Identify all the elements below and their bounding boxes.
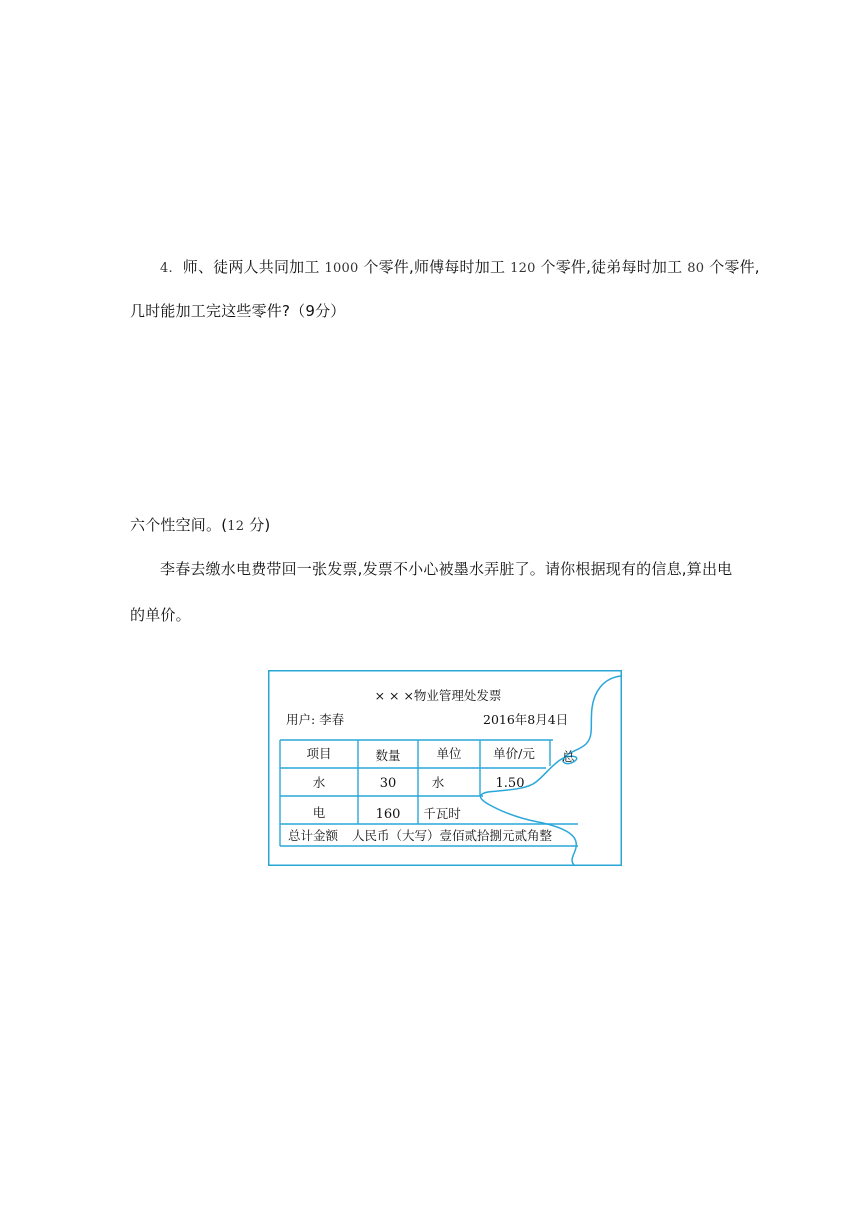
header-unit-price: 单价/元 xyxy=(493,746,535,761)
row-water-unit: 水 xyxy=(431,775,445,790)
row-water-price: 1.50 xyxy=(495,776,525,791)
invoice-image xyxy=(268,670,622,866)
q4-total-parts: 1000 xyxy=(324,261,359,276)
header-unit: 单位 xyxy=(436,746,462,761)
invoice-user: 用户: 李春 xyxy=(286,712,345,727)
section-6-title-a: 六个性空间。( xyxy=(130,516,228,534)
q4-text-d: 个零件, xyxy=(709,258,760,276)
section-6-title-b: 分) xyxy=(249,516,271,534)
row-electric-unit: 千瓦时 xyxy=(423,806,461,821)
section-6-score: 12 xyxy=(227,519,245,534)
header-quantity: 数量 xyxy=(375,748,401,763)
question-number: 4. xyxy=(160,261,173,276)
row-water-quantity: 30 xyxy=(379,776,397,791)
q4-text-b: 个零件,师傅每时加工 xyxy=(363,258,506,276)
q4-text-a: 师、徒两人共同加工 xyxy=(182,258,320,276)
total-amount-value: 人民币（大写）壹佰贰拾捌元贰角整 xyxy=(352,828,553,843)
section-6-title xyxy=(130,514,270,535)
invoice-title: × × ×物业管理处发票 xyxy=(374,688,502,703)
header-total: 总 xyxy=(562,749,575,764)
q4-master-rate: 120 xyxy=(510,261,536,276)
total-amount-label: 总计金额 xyxy=(288,828,339,843)
question-4-line-1 xyxy=(160,256,760,277)
section-6-intro-line-1: 李春去缴水电费带回一张发票,发票不小心被墨水弄脏了。请你根据现有的信息,算出电 xyxy=(160,560,733,578)
invoice-date: 2016年8月4日 xyxy=(483,712,569,727)
header-item: 项目 xyxy=(306,746,332,761)
section-6-intro-line-2: 的单价。 xyxy=(130,606,191,624)
question-4-line-2: 几时能加工完这些零件?（9分） xyxy=(130,302,346,320)
row-water-item: 水 xyxy=(312,775,326,790)
q4-apprentice-rate: 80 xyxy=(687,261,705,276)
row-electric-item: 电 xyxy=(312,805,326,820)
q4-text-c: 个零件,徒弟每时加工 xyxy=(540,258,683,276)
row-electric-quantity: 160 xyxy=(375,807,401,822)
